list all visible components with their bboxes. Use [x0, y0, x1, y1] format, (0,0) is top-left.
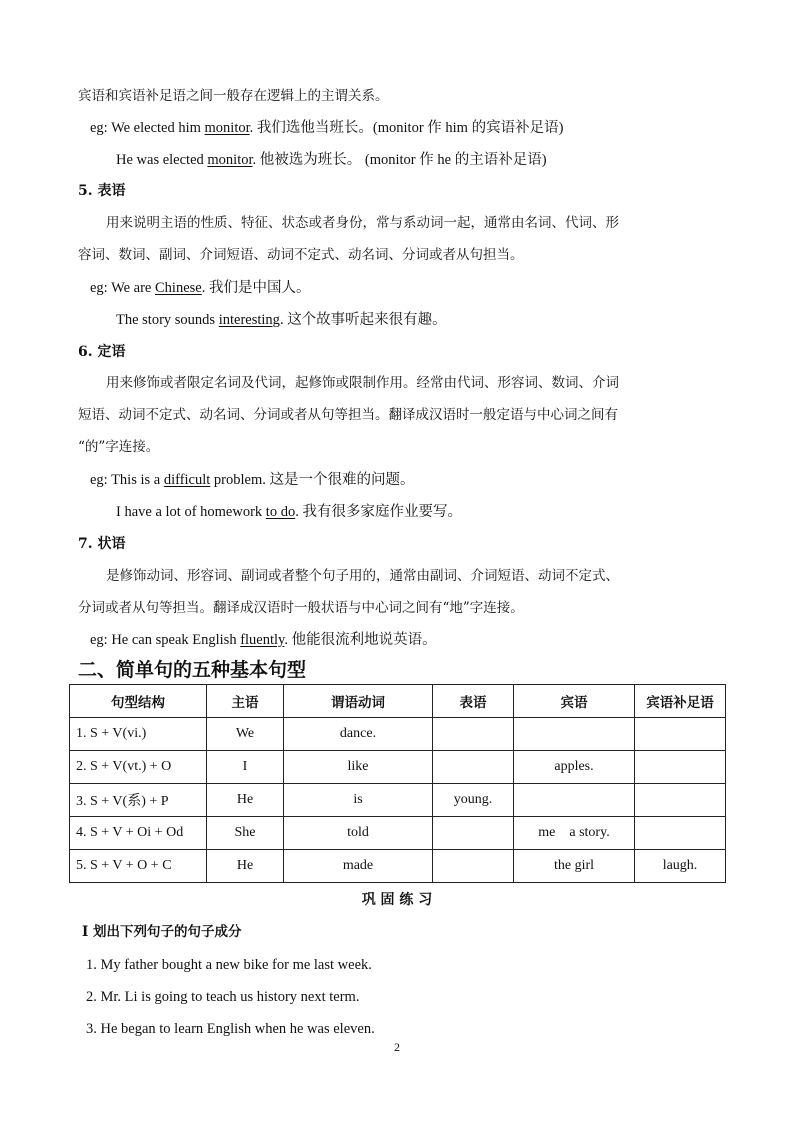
table-cell: I [207, 751, 284, 784]
section-heading: 7. 状语 [78, 536, 126, 552]
table-cell: told [284, 817, 433, 850]
exercise-heading: Ⅰ 划出下列句子的句子成分 [82, 924, 242, 940]
paragraph-line: 容词、数词、副词、介词短语、动词不定式、动名词、分词或者从句担当。 [78, 247, 524, 263]
underlined-component: monitor [204, 120, 250, 136]
table-cell: dance. [284, 718, 433, 751]
example-text: . 这个故事听起来很有趣。 [279, 312, 447, 328]
paragraph-line: 分词或者从句等担当。翻译成汉语时一般状语与中心词之间有“地”字连接。 [78, 600, 524, 616]
paragraph-line: 用来说明主语的性质、特征、状态或者身份，常与系动词一起，通常由名词、代词、形 [106, 215, 619, 231]
table-cell: apples. [514, 751, 635, 784]
table-cell: We [207, 718, 284, 751]
example-text: . 我们是中国人。 [201, 280, 311, 296]
table-header-cell: 谓语动词 [284, 685, 433, 718]
sentence-pattern-table [69, 684, 726, 883]
table-cell [635, 784, 726, 817]
table-cell: 4. S + V + Oi + Od [70, 817, 207, 850]
table-row [70, 751, 726, 784]
example-text: . 他被选为班长。 (monitor 作 he 的主语补足语) [252, 152, 547, 168]
exercise-sentence: 3. He began to learn English when he was eleven. [86, 1021, 375, 1037]
table-header-cell: 表语 [433, 685, 514, 718]
table-cell: He [207, 784, 284, 817]
section-heading: 5. 表语 [78, 183, 126, 199]
table-cell: me a story. [514, 817, 635, 850]
table-cell: is [284, 784, 433, 817]
table-header-cell: 主语 [207, 685, 284, 718]
example-text: eg: We elected him [90, 120, 205, 136]
table-cell: He [207, 850, 284, 883]
example-line [90, 630, 437, 650]
example-line [116, 310, 447, 330]
table-cell [433, 718, 514, 751]
table-row [70, 817, 726, 850]
table-cell [635, 718, 726, 751]
example-line [116, 502, 462, 522]
table-row [70, 718, 726, 751]
table-cell: the girl [514, 850, 635, 883]
exercise-sentence: 2. Mr. Li is going to teach us history next term. [86, 989, 360, 1005]
table-cell: 1. S + V(vi.) [70, 718, 207, 751]
example-text: I have a lot of homework [116, 504, 266, 520]
table-cell [635, 817, 726, 850]
example-line [90, 470, 415, 490]
underlined-component: Chinese [155, 280, 202, 296]
underlined-component: monitor [207, 152, 253, 168]
table-cell [433, 817, 514, 850]
example-text: eg: We are [90, 280, 155, 296]
example-text: eg: He can speak English [90, 632, 241, 648]
page-number: 2 [394, 1040, 400, 1054]
paragraph-line: “的”字连接。 [78, 439, 160, 455]
example-text: He was elected [116, 152, 208, 168]
table-cell [514, 718, 635, 751]
paragraph-line: 短语、动词不定式、动名词、分词或者从句等担当。翻译成汉语时一般定语与中心词之间有 [78, 407, 618, 423]
table-cell: young. [433, 784, 514, 817]
underlined-component: difficult [163, 472, 211, 488]
example-text: problem. 这是一个很难的问题。 [210, 472, 415, 488]
section-heading: 6. 定语 [78, 344, 126, 360]
table-header-row [70, 685, 726, 718]
table-cell: She [207, 817, 284, 850]
table-cell: 5. S + V + O + C [70, 850, 207, 883]
table-row [70, 784, 726, 817]
paragraph-line: 用来修饰或者限定名词及代词，起修饰或限制作用。经常由代词、形容词、数词、介词 [106, 375, 619, 391]
table-header-cell: 宾语补足语 [635, 685, 726, 718]
table-cell [514, 784, 635, 817]
table-cell: made [284, 850, 433, 883]
table-cell: laugh. [635, 850, 726, 883]
table-cell [635, 751, 726, 784]
example-line [90, 278, 310, 298]
example-text: eg: This is a [90, 472, 164, 488]
example-text: . 他能很流利地说英语。 [284, 632, 437, 648]
exercise-title: 巩 固 练 习 [361, 892, 433, 908]
table-header-cell: 句型结构 [70, 685, 207, 718]
section-title: 二、简单句的五种基本句型 [78, 659, 307, 681]
example-line [116, 150, 547, 170]
table-row [70, 850, 726, 883]
underlined-component: to do [265, 504, 296, 520]
table-cell: 3. S + V(系) + P [70, 784, 207, 817]
table-cell [433, 850, 514, 883]
table-header-cell: 宾语 [514, 685, 635, 718]
example-text: . 我们选他当班长。(monitor 作 him 的宾语补足语) [249, 120, 564, 136]
exercise-sentence: 1. My father bought a new bike for me last week. [86, 957, 372, 973]
example-text: . 我有很多家庭作业要写。 [295, 504, 462, 520]
table-cell: 2. S + V(vt.) + O [70, 751, 207, 784]
example-text: The story sounds [116, 312, 219, 328]
table-cell: like [284, 751, 433, 784]
underlined-component: interesting [218, 312, 280, 328]
table-cell [433, 751, 514, 784]
paragraph-line: 是修饰动词、形容词、副词或者整个句子用的，通常由副词、介词短语、动词不定式、 [106, 568, 619, 584]
paragraph-line: 宾语和宾语补足语之间一般存在逻辑上的主谓关系。 [78, 88, 389, 104]
underlined-component: fluently [240, 632, 285, 648]
example-line [90, 118, 563, 138]
